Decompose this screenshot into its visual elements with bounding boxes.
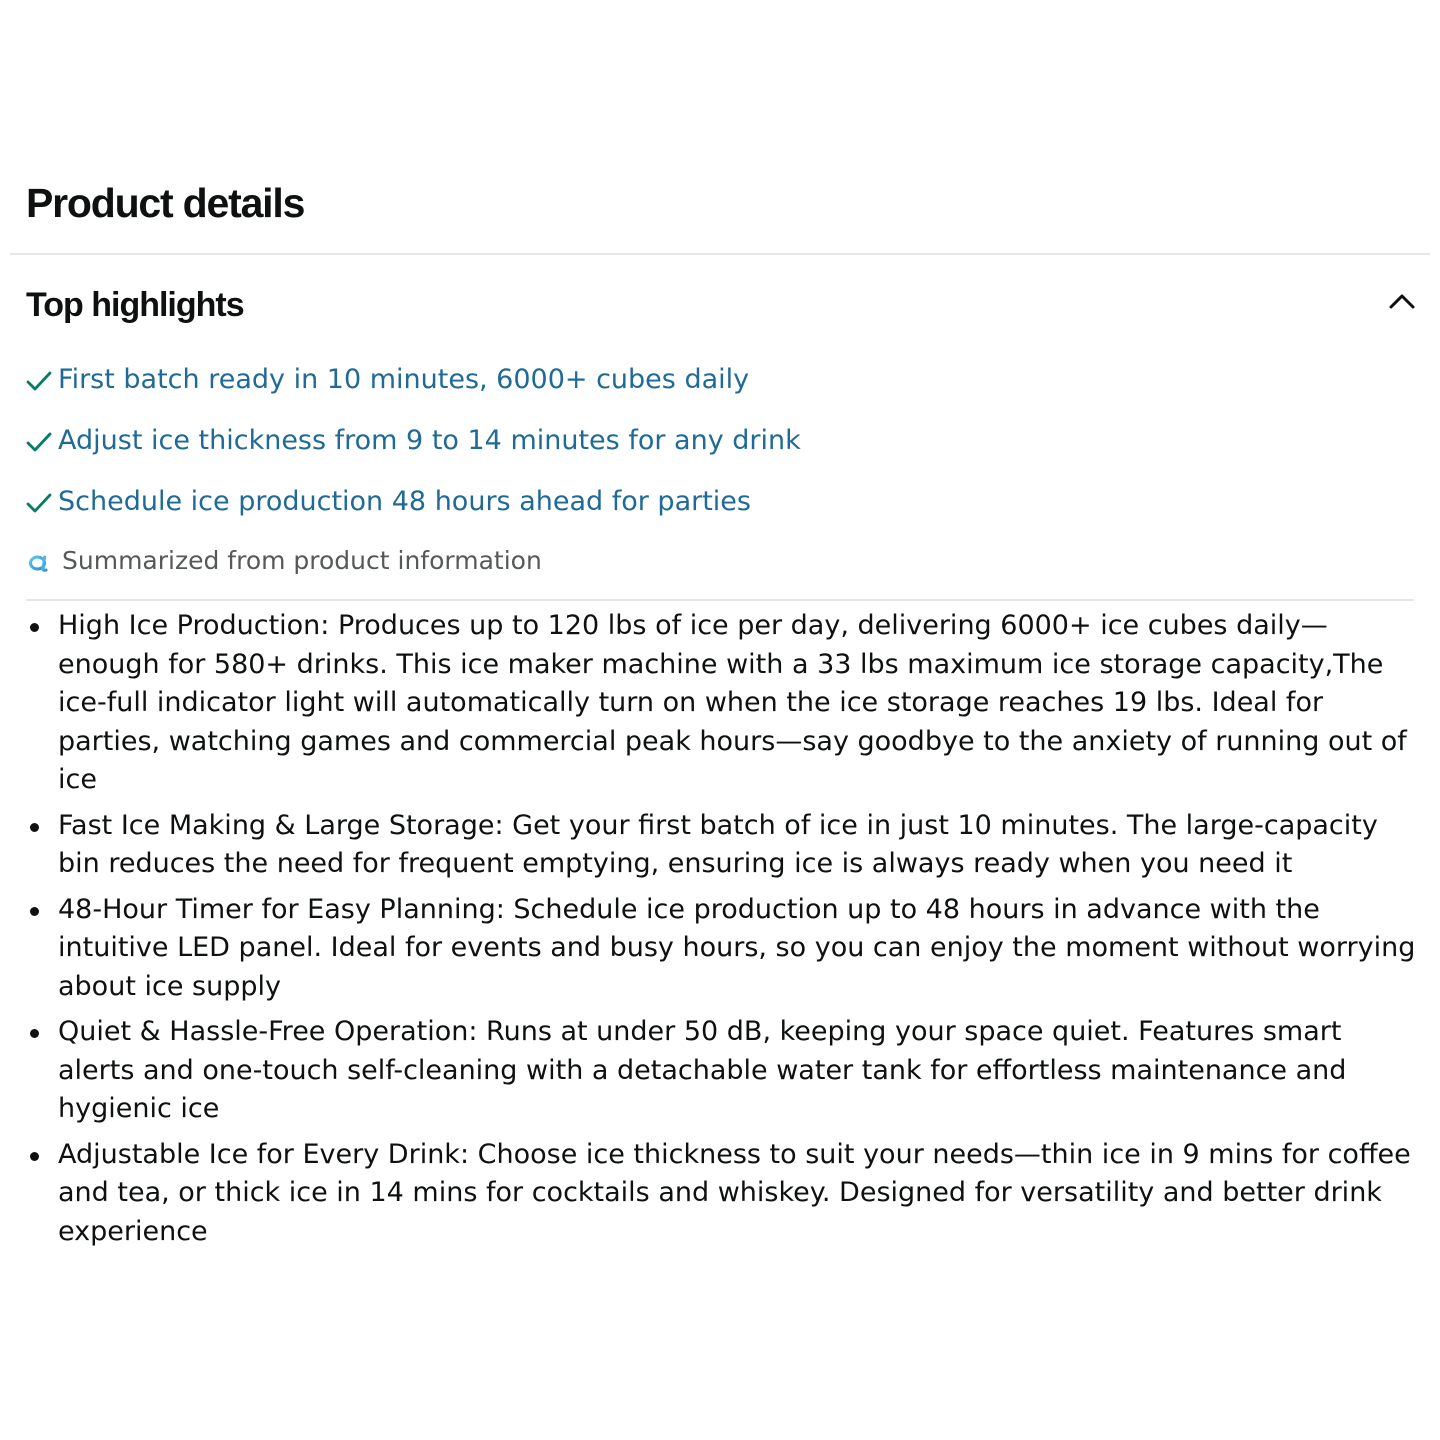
feature-text: Quiet & Hassle-Free Operation: Runs at under 50 dB, keeping your space quiet. Features smart alerts and one-touch self-cleaning with a detachable water tank for effortless maintenance and hygienic ice xyxy=(58,1016,1347,1124)
list-item xyxy=(26,1013,1416,1129)
bullet-dot-icon xyxy=(30,1152,39,1161)
section-title: Top highlights xyxy=(26,286,244,324)
feature-text: Adjustable Ice for Every Drink: Choose ice thickness to suit your needs—thin ice in 9 mins for coffee and tea, or thick ice in 14 mins for cocktails and whiskey. Designed for versatility and better drink experience xyxy=(58,1138,1411,1247)
highlight-text: Adjust ice thickness from 9 to 14 minutes for any drink xyxy=(58,425,801,456)
ai-sparkle-icon xyxy=(26,548,52,574)
section-divider xyxy=(26,599,1414,601)
list-item xyxy=(26,891,1416,1007)
page-title: Product details xyxy=(26,180,305,226)
highlights-list xyxy=(26,360,1406,543)
list-item xyxy=(26,1136,1416,1252)
highlight-item xyxy=(26,482,1406,543)
chevron-up-icon[interactable] xyxy=(1386,286,1418,318)
top-highlights-header[interactable] xyxy=(26,282,1420,330)
feature-text: Fast Ice Making & Large Storage: Get your first batch of ice in just 10 minutes. The large-capacity bin reduces the need for frequent emptying, ensuring ice is always ready when you need it xyxy=(58,809,1378,879)
bullet-dot-icon xyxy=(30,623,39,632)
highlight-text: First batch ready in 10 minutes, 6000+ cubes daily xyxy=(58,364,750,395)
highlight-item xyxy=(26,360,1406,421)
highlight-text: Schedule ice production 48 hours ahead for parties xyxy=(58,486,751,517)
feature-text: High Ice Production: Produces up to 120 lbs of ice per day, delivering 6000+ ice cubes daily—enough for 580+ drinks. This ice maker machine with a 33 lbs maximum ice storage capacity,The ice-full indicator light will automatically turn on when the ice storage reaches 19 lbs. Ideal for parties, watching games and commercial peak hours—say goodbye to the anxiety of running out of ice xyxy=(58,610,1407,795)
check-icon xyxy=(26,490,52,516)
bullet-dot-icon xyxy=(30,907,39,916)
bullet-dot-icon xyxy=(30,1029,39,1038)
list-item xyxy=(26,807,1416,884)
summary-note xyxy=(26,541,542,581)
highlight-item xyxy=(26,421,1406,482)
feature-bullets xyxy=(26,607,1416,1258)
feature-text: 48-Hour Timer for Easy Planning: Schedule ice production up to 48 hours in advance with the intuitive LED panel. Ideal for events and busy hours, so you can enjoy the moment without worrying about ice supply xyxy=(58,893,1416,1002)
title-divider xyxy=(10,253,1430,255)
list-item xyxy=(26,607,1416,800)
check-icon xyxy=(26,429,52,455)
check-icon xyxy=(26,368,52,394)
bullet-dot-icon xyxy=(30,823,39,832)
summary-text: Summarized from product information xyxy=(62,546,542,575)
